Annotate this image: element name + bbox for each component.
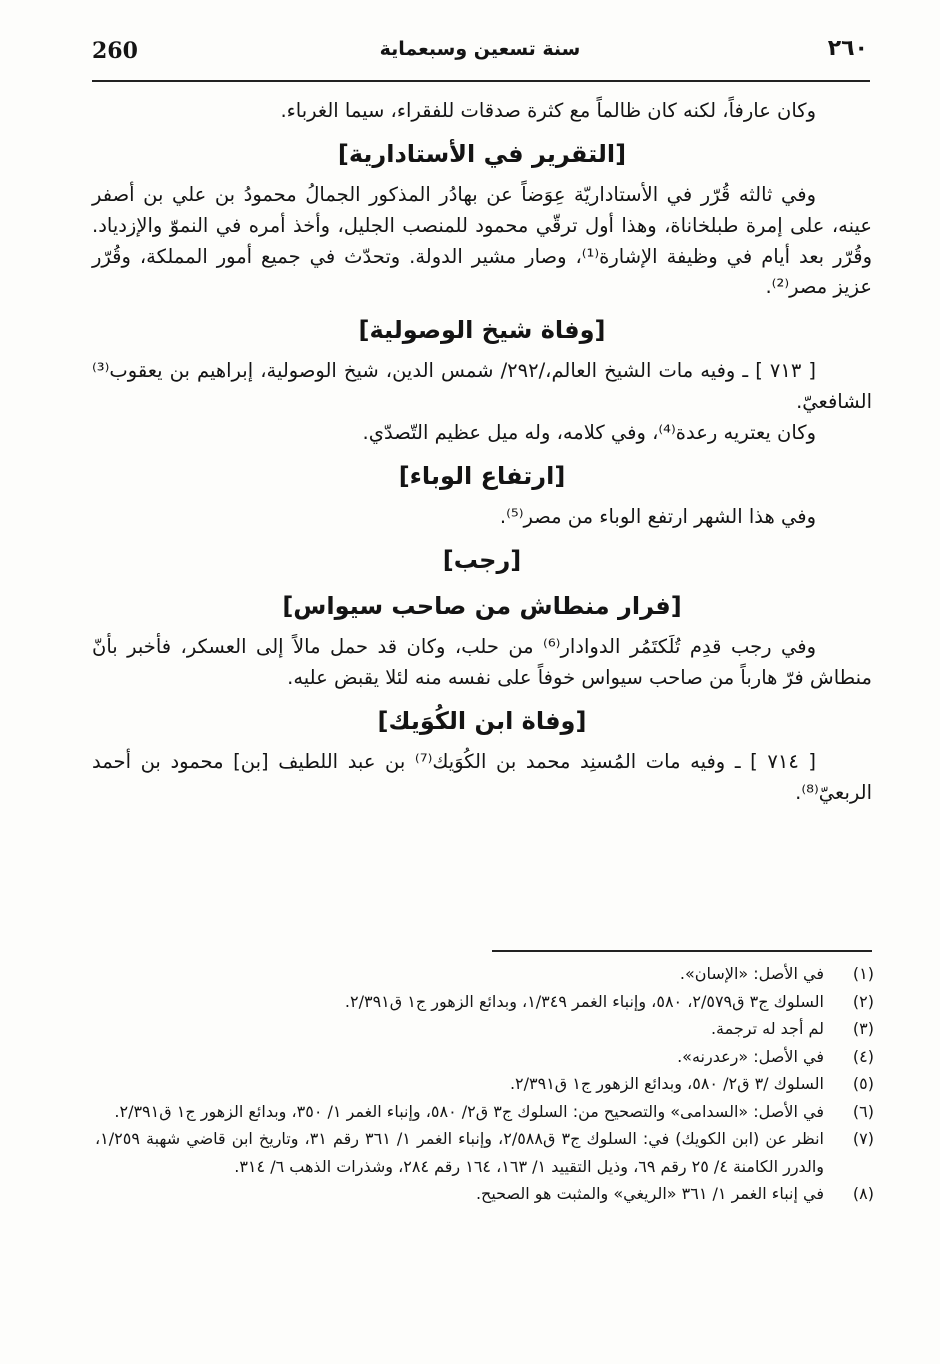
- month-heading: [رجب]: [442, 545, 522, 574]
- footnote-text: لم أجد له ترجمة.: [710, 1019, 824, 1039]
- header-rule: [92, 80, 870, 82]
- footnote: [95, 960, 874, 988]
- section-heading: [فرار منطاش من صاحب سيواس]: [282, 591, 682, 620]
- entry-text: ـ وفيه مات المُسنِد محمد بن الكُوَيك⁽⁷⁾ بن عبد اللطيف [بن] محمود بن أحمد الربعيّ⁽⁸⁾.: [92, 749, 872, 804]
- paragraph: وفي ثالثه قُرّر في الأستاداريّة عِوَضاً عن بهادُر المذكور الجمالُ محمودُ بن علي بن أصفر عينه، على إمرة طبلخاناة، وهذا أول ترقّي محمود للمنصب الجليل، وأخذ أمره في النموّ والإزدياد. وقُرّر بعد أيام في وظيفة الإشارة⁽¹⁾، وصار مشير الدولة. وتحدّث في جميع أمور المملكة، وقُرّر عزيز مصر⁽²⁾.: [92, 182, 872, 299]
- footnote-text: السلوك /٣ ق٢/ ٥٨٠، وبدائع الزهور ج١ ق٢/٣٩١.: [509, 1074, 824, 1094]
- footnote-number: (١): [852, 964, 874, 983]
- footnotes: [95, 960, 874, 1208]
- footnote: [95, 1043, 874, 1071]
- footnote-rule: [492, 950, 872, 952]
- footnote-text: في الأصل: «السدامى» والتصحيح من: السلوك ج٣ ق٢/ ٥٨٠، وإنباء الغمر ١/ ٣٥٠، وبدائع الزهور ج١ ق٢/٣٩١.: [114, 1101, 824, 1121]
- paragraph: وكان عارفاً، لكنه كان ظالماً مع كثرة صدقات للفقراء، سيما الغرباء.: [280, 99, 816, 122]
- footnote-text: انظر عن (ابن الكويك) في: السلوك ج٣ ق٢/٥٨٨، وإنباء الغمر ١/ ٣٦١ رقم ٣١، وتاريخ ابن قاضي شهبة ١/٢٥٩، والدرر الكامنة ٤/ ٢٥ رقم ٦٩، وذيل التقييد ١/ ١٦٣، ١٦٤ رقم ٢٨٤، وشذرات الذهب ٦/ ٣١٤.: [95, 1129, 824, 1176]
- footnote: [95, 1070, 874, 1098]
- section-heading: [وفاة شيخ الوصولية]: [358, 316, 606, 345]
- page-number-latin: 260: [92, 38, 138, 64]
- obituary-entry: [92, 747, 872, 809]
- paragraph: وفي هذا الشهر ارتفع الوباء من مصر⁽⁵⁾.: [499, 504, 816, 528]
- paragraph: وفي رجب قدِم تُلَكتَمُر الدوادار⁽⁶⁾ من حلب، وكان قد حمل مالاً إلى العسكر، فأخبر بأنّ منطاش فرّ هارباً من صاحب سيواس خوفاً على نفسه منه لئلا يقبض عليه.: [92, 635, 872, 689]
- footnote-text: السلوك ج٣ ق٢/٥٧٩، ٥٨٠، وإنباء الغمر ١/٣٤٩، وبدائع الزهور ج١ ق٢/٣٩١.: [344, 991, 824, 1011]
- footnote: [95, 988, 874, 1016]
- footnote-number: (٥): [852, 1074, 874, 1094]
- obituary-entry: [92, 356, 872, 418]
- footnote-text: في الأصل: «رعدرنه».: [677, 1046, 824, 1066]
- footnote-number: (٨): [852, 1184, 874, 1204]
- section-heading: [وفاة ابن الكُوَيك]: [377, 706, 587, 735]
- footnote: [95, 1125, 874, 1180]
- footnote-number: (٢): [852, 991, 874, 1011]
- footnote-text: في الأصل: «الإسان».: [679, 964, 824, 983]
- entry-number: [ ٧١٣ ]: [755, 359, 816, 383]
- footnote: [95, 1180, 874, 1208]
- entry-number: [ ٧١٤ ]: [750, 749, 817, 773]
- page-number-arabic: ٢٦٠: [827, 36, 868, 61]
- footnote-number: (٤): [852, 1046, 874, 1066]
- footnote: [95, 1098, 874, 1126]
- footnote-number: (٧): [852, 1129, 874, 1149]
- section-heading: [ارتفاع الوباء]: [398, 461, 566, 490]
- entry-text: ـ وفيه مات الشيخ العالم،/٢٩٢/ شمس الدين، شيخ الوصولية، إبراهيم بن يعقوب⁽³⁾ الشافعيّ.: [92, 359, 872, 414]
- footnote-text: في إنباء الغمر ١/ ٣٦١ «الريغي» والمثبت هو الصحيح.: [475, 1184, 824, 1204]
- running-title: سنة تسعين وسبعماية: [379, 38, 581, 60]
- footnote: [95, 1015, 874, 1043]
- running-header: [92, 32, 868, 72]
- paragraph: وكان يعتريه رعدة⁽⁴⁾، وفي كلامه، وله ميل عظيم التّصدّي.: [362, 420, 816, 444]
- section-heading: [التقرير في الأستادارية]: [337, 139, 627, 168]
- footnote-number: (٦): [852, 1101, 874, 1121]
- footnote-number: (٣): [852, 1019, 874, 1039]
- main-text: [92, 96, 872, 808]
